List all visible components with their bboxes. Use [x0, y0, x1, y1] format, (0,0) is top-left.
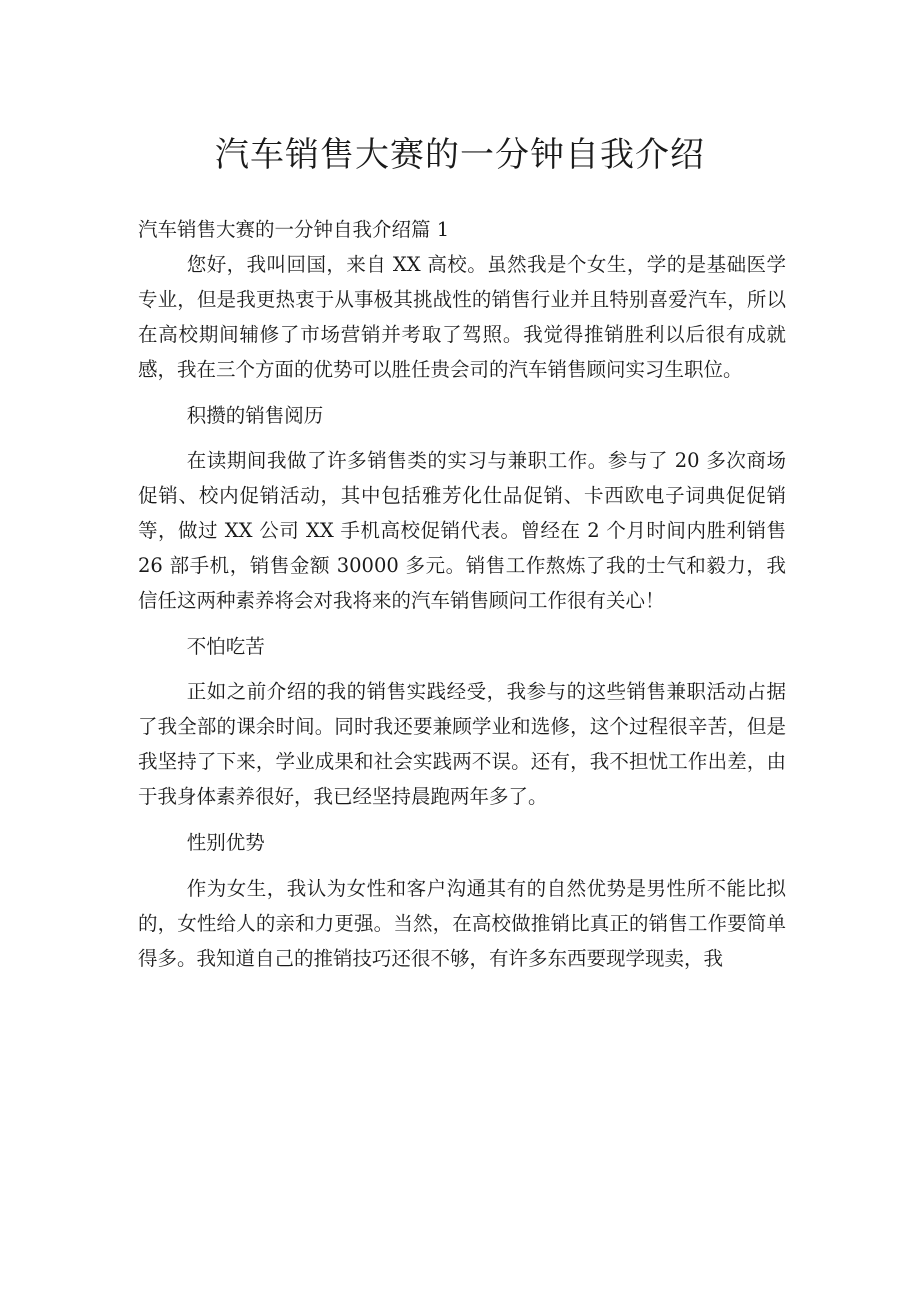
document-body — [138, 212, 786, 986]
paragraph-sales-experience: 在读期间我做了许多销售类的实习与兼职工作。参与了 20 多次商场促销、校内促销活动，其中包括雅芳化仕品促销、卡西欧电子词典促促销等，做过 XX 公司 XX 手机高校促销代表。曾经在 2 个月时间内胜利销售 26 部手机，销售金额 30000 多元。销售工作熬炼了我的士气和毅力，我信任这两种素养将会对我将来的汽车销售顾问工作很有关心！ — [138, 449, 786, 613]
paragraph-intro: 您好，我叫回国，来自 XX 高校。虽然我是个女生，学的是基础医学专业，但是我更热衷于从事极其挑战性的销售行业并且特别喜爱汽车，所以在高校期间辅修了市场营销并考取了驾照。我觉得推销胜利以后很有成就感，我在三个方面的优势可以胜任贵会司的汽车销售顾问实习生职位。 — [138, 253, 786, 381]
paragraph-gender-advantage: 作为女生，我认为女性和客户沟通其有的自然优势是男性所不能比拟的，女性给人的亲和力更强。当然，在高校做推销比真正的销售工作要简单得多。我知道自己的推销技巧还很不够，有许多东西要现学现卖，我 — [138, 876, 786, 970]
section-heading: 汽车销售大赛的一分钟自我介绍篇 1 — [138, 218, 450, 241]
heading-gender-advantage: 性别优势 — [186, 830, 265, 854]
paragraph-hardworking: 正如之前介绍的我的销售实践经受，我参与的这些销售兼职活动占据了我全部的课余时间。同时我还要兼顾学业和选修，这个过程很辛苦，但是我坚持了下来，学业成果和社会实践两不误。还有，我不担忧工作出差，由于我身体素养很好，我已经坚持晨跑两年多了。 — [138, 680, 786, 809]
heading-hardworking: 不怕吃苦 — [186, 634, 265, 658]
document-title: 汽车销售大赛的一分钟自我介绍 — [215, 135, 705, 175]
heading-sales-experience: 积攒的销售阅历 — [186, 403, 324, 427]
